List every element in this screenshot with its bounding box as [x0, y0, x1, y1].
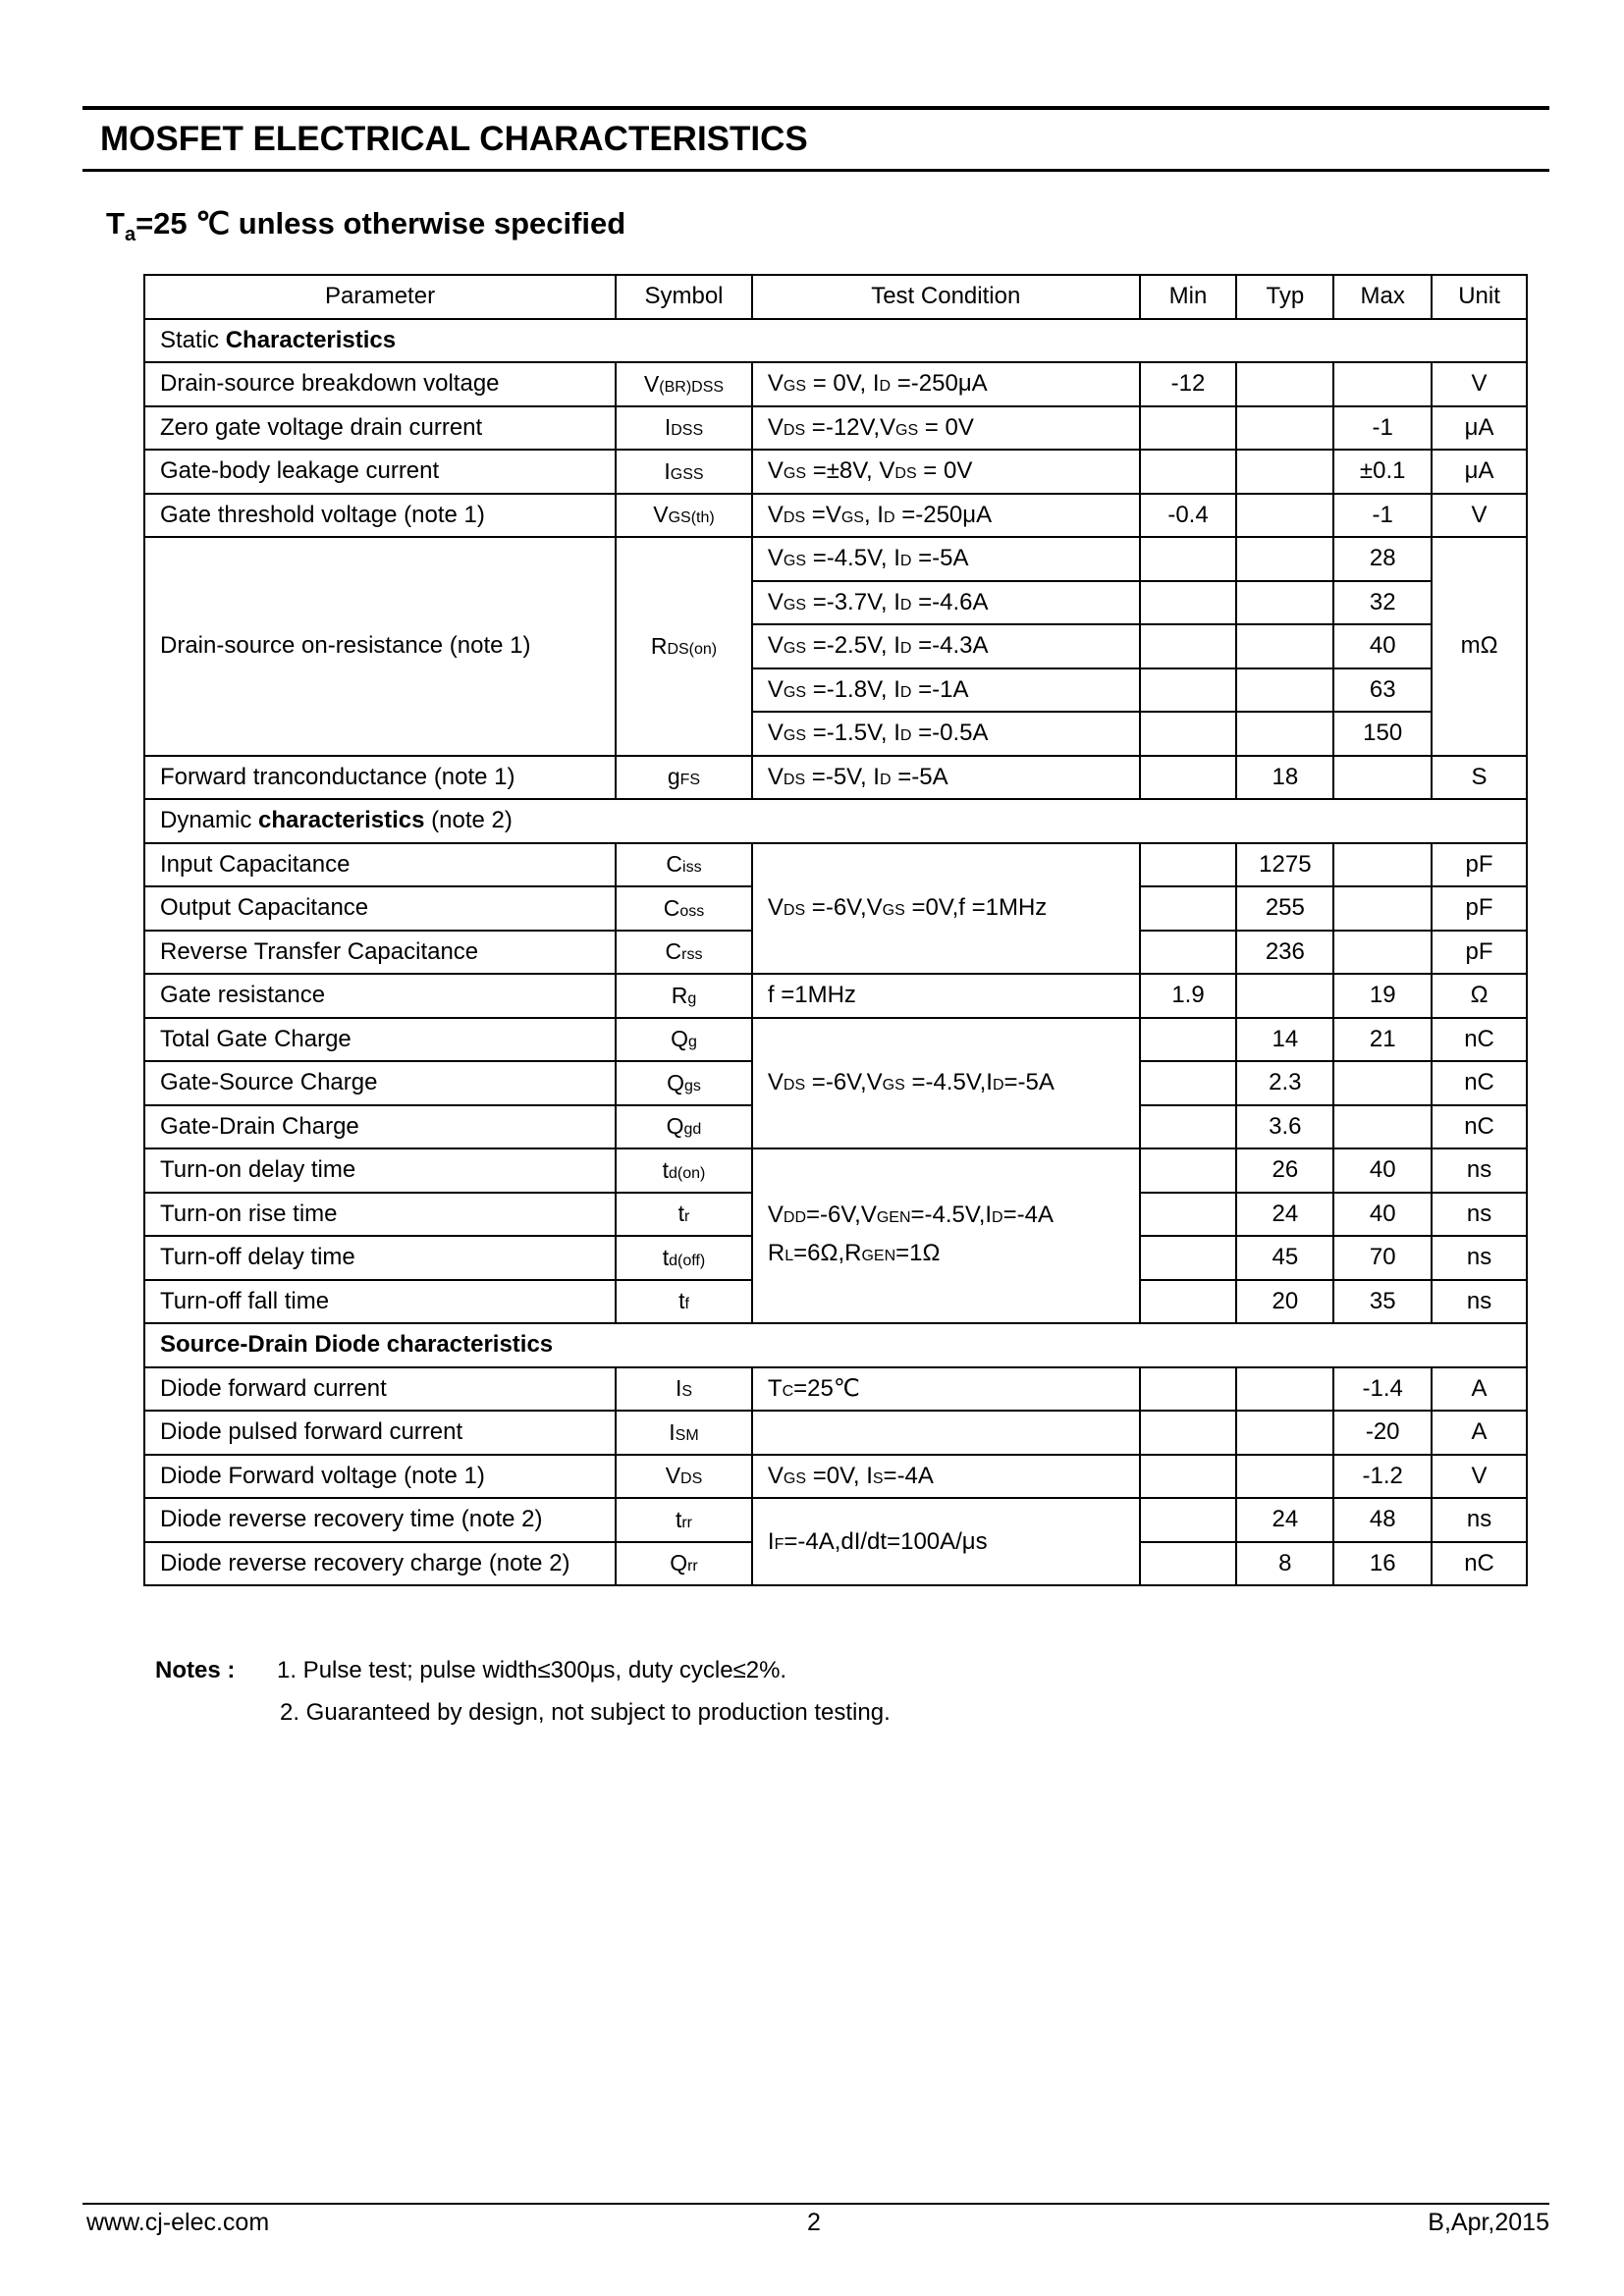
header-typ: Typ — [1236, 275, 1333, 319]
parameter-cell: Gate-Drain Charge — [144, 1105, 616, 1149]
test-condition-cell: TC=25℃ — [752, 1367, 1140, 1412]
min-cell — [1140, 886, 1237, 931]
table-row — [144, 843, 1527, 887]
unit-cell: V — [1432, 362, 1527, 406]
subscript: DS — [783, 771, 806, 788]
symbol-subscript: GS(th) — [668, 509, 715, 527]
symbol-cell: IGSS — [616, 450, 752, 494]
test-condition-cell: VDS =-6V,VGS =-4.5V,ID=-5A — [752, 1018, 1140, 1149]
table-row — [144, 494, 1527, 538]
unit-cell: nC — [1432, 1018, 1527, 1062]
test-condition-cell: VGS =±8V, VDS = 0V — [752, 450, 1140, 494]
typ-cell — [1236, 537, 1333, 581]
typ-cell — [1236, 450, 1333, 494]
test-condition-heading: $T_a=25$ ℃ unless otherwise specified — [106, 206, 626, 246]
parameter-cell: Turn-on delay time — [144, 1148, 616, 1193]
min-cell — [1140, 1498, 1237, 1542]
max-cell — [1333, 931, 1432, 975]
subscript: GS — [783, 683, 807, 701]
typ-cell — [1236, 1367, 1333, 1412]
parameter-cell: Drain-source breakdown voltage — [144, 362, 616, 406]
max-cell: 40 — [1333, 624, 1432, 668]
section-row — [144, 1323, 1527, 1367]
table-row — [144, 537, 1527, 581]
symbol-subscript: GSS — [670, 465, 704, 483]
min-cell: -12 — [1140, 362, 1237, 406]
section-row — [144, 319, 1527, 363]
max-cell: 40 — [1333, 1193, 1432, 1237]
test-condition-cell: VDS =VGS, ID =-250μA — [752, 494, 1140, 538]
subscript: GEN — [876, 1209, 911, 1226]
unit-cell: Ω — [1432, 974, 1527, 1018]
unit-cell: S — [1432, 756, 1527, 800]
typ-cell: 3.6 — [1236, 1105, 1333, 1149]
min-cell — [1140, 450, 1237, 494]
subscript: GS — [783, 1469, 807, 1487]
section-static: Static Characteristics — [144, 319, 1527, 363]
symbol-subscript: rr — [681, 1514, 692, 1531]
typ-cell — [1236, 406, 1333, 451]
table-row — [144, 450, 1527, 494]
test-condition-cell: VDS =-5V, ID =-5A — [752, 756, 1140, 800]
max-cell — [1333, 1061, 1432, 1105]
max-cell — [1333, 756, 1432, 800]
min-cell — [1140, 843, 1237, 887]
min-cell — [1140, 668, 1237, 713]
symbol-subscript: DS — [680, 1470, 703, 1488]
table-row — [144, 1367, 1527, 1412]
subscript: GS — [783, 640, 807, 658]
symbol-cell: trr — [616, 1498, 752, 1542]
subscript: GS — [783, 727, 807, 745]
min-cell — [1140, 1236, 1237, 1280]
subscript: D — [899, 596, 912, 614]
max-cell — [1333, 886, 1432, 931]
title-underline — [82, 169, 1549, 172]
footer-revision: B,Apr,2015 — [1428, 2209, 1549, 2236]
unit-cell: μA — [1432, 406, 1527, 451]
parameter-cell: Input Capacitance — [144, 843, 616, 887]
table-row — [144, 1411, 1527, 1455]
subscript: GS — [783, 378, 807, 396]
table-row — [144, 1455, 1527, 1499]
typ-cell: 1275 — [1236, 843, 1333, 887]
max-cell: 48 — [1333, 1498, 1432, 1542]
symbol-subscript: rss — [681, 946, 703, 964]
symbol-subscript: g — [687, 1034, 697, 1051]
test-condition-cell: VDS =-12V,VGS = 0V — [752, 406, 1140, 451]
subscript: D — [992, 1077, 1004, 1095]
unit-cell: V — [1432, 1455, 1527, 1499]
parameter-cell: Turn-off fall time — [144, 1280, 616, 1324]
typ-cell: 24 — [1236, 1193, 1333, 1237]
max-cell: 70 — [1333, 1236, 1432, 1280]
typ-cell: 14 — [1236, 1018, 1333, 1062]
subscript: DS — [894, 465, 917, 483]
symbol-cell: td(off) — [616, 1236, 752, 1280]
parameter-cell: Total Gate Charge — [144, 1018, 616, 1062]
max-cell: 40 — [1333, 1148, 1432, 1193]
typ-cell — [1236, 624, 1333, 668]
typ-cell: 45 — [1236, 1236, 1333, 1280]
parameter-cell: Diode Forward voltage (note 1) — [144, 1455, 616, 1499]
symbol-cell: tf — [616, 1280, 752, 1324]
symbol-subscript: d(on) — [669, 1164, 706, 1182]
max-cell: 16 — [1333, 1542, 1432, 1586]
header-max: Max — [1333, 275, 1432, 319]
symbol-subscript: SM — [675, 1426, 699, 1444]
max-cell: 150 — [1333, 712, 1432, 756]
unit-cell: V — [1432, 494, 1527, 538]
subscript: F — [774, 1535, 785, 1553]
typ-cell — [1236, 581, 1333, 625]
symbol-subscript: S — [681, 1383, 693, 1401]
unit-cell: ns — [1432, 1280, 1527, 1324]
symbol-subscript: (BR)DSS — [659, 378, 725, 396]
unit-cell: pF — [1432, 843, 1527, 887]
test-condition-cell: VGS =-1.8V, ID =-1A — [752, 668, 1140, 713]
symbol-subscript: gd — [683, 1121, 702, 1139]
symbol-cell: Qgs — [616, 1061, 752, 1105]
typ-cell — [1236, 1411, 1333, 1455]
min-cell — [1140, 1105, 1237, 1149]
footer-rule — [82, 2203, 1549, 2205]
min-cell — [1140, 1367, 1237, 1412]
table-row — [144, 1018, 1527, 1062]
min-cell — [1140, 581, 1237, 625]
section-diode: Source-Drain Diode characteristics — [144, 1323, 1527, 1367]
max-cell: -1.4 — [1333, 1367, 1432, 1412]
test-condition-cell: VDS =-6V,VGS =0V,f =1MHz — [752, 843, 1140, 975]
subscript: GS — [783, 465, 807, 483]
table-row — [144, 362, 1527, 406]
subscript: D — [883, 508, 895, 526]
typ-cell — [1236, 974, 1333, 1018]
min-cell — [1140, 1280, 1237, 1324]
table-row — [144, 406, 1527, 451]
subscript: D — [899, 640, 912, 658]
table-row — [144, 1498, 1527, 1542]
unit-cell: A — [1432, 1411, 1527, 1455]
subscript: DS — [783, 1077, 806, 1095]
symbol-cell: V(BR)DSS — [616, 362, 752, 406]
symbol-cell: Crss — [616, 931, 752, 975]
max-cell: -1.2 — [1333, 1455, 1432, 1499]
subscript: GEN — [861, 1248, 896, 1264]
parameter-cell: Turn-on rise time — [144, 1193, 616, 1237]
typ-cell — [1236, 712, 1333, 756]
parameter-cell: Forward tranconductance (note 1) — [144, 756, 616, 800]
min-cell — [1140, 1411, 1237, 1455]
symbol-cell: Qrr — [616, 1542, 752, 1586]
symbol-subscript: rr — [687, 1558, 698, 1575]
symbol-cell: Qg — [616, 1018, 752, 1062]
test-condition-cell: VGS = 0V, ID =-250μA — [752, 362, 1140, 406]
test-condition-cell: VGS =-4.5V, ID =-5A — [752, 537, 1140, 581]
table-row — [144, 1148, 1527, 1193]
symbol-cell: IS — [616, 1367, 752, 1412]
min-cell — [1140, 1542, 1237, 1586]
test-condition-cell — [752, 1411, 1140, 1455]
parameter-cell: Gate threshold voltage (note 1) — [144, 494, 616, 538]
unit-cell: mΩ — [1432, 537, 1527, 756]
symbol-cell: VGS(th) — [616, 494, 752, 538]
min-cell — [1140, 406, 1237, 451]
test-condition-cell: IF=-4A,dI/dt=100A/μs — [752, 1498, 1140, 1585]
symbol-cell: gFS — [616, 756, 752, 800]
symbol-subscript: DSS — [671, 422, 704, 440]
header-symbol: Symbol — [616, 275, 752, 319]
parameter-cell: Drain-source on-resistance (note 1) — [144, 537, 616, 756]
unit-cell: nC — [1432, 1542, 1527, 1586]
subscript: GS — [895, 421, 919, 439]
typ-cell: 18 — [1236, 756, 1333, 800]
symbol-cell: Ciss — [616, 843, 752, 887]
subscript: D — [879, 771, 892, 788]
subscript: GS — [840, 508, 864, 526]
parameter-cell: Gate-Source Charge — [144, 1061, 616, 1105]
typ-cell: 255 — [1236, 886, 1333, 931]
min-cell — [1140, 756, 1237, 800]
unit-cell: nC — [1432, 1061, 1527, 1105]
test-condition-cell: VGS =-3.7V, ID =-4.6A — [752, 581, 1140, 625]
parameter-cell: Diode pulsed forward current — [144, 1411, 616, 1455]
electrical-characteristics-table — [143, 274, 1528, 1586]
symbol-cell: tr — [616, 1193, 752, 1237]
symbol-subscript: FS — [679, 772, 701, 789]
typ-cell: 24 — [1236, 1498, 1333, 1542]
footer-page-number: 2 — [807, 2209, 821, 2236]
unit-cell: nC — [1432, 1105, 1527, 1149]
min-cell — [1140, 1148, 1237, 1193]
typ-cell: 2.3 — [1236, 1061, 1333, 1105]
unit-cell: ns — [1432, 1193, 1527, 1237]
parameter-cell: Reverse Transfer Capacitance — [144, 931, 616, 975]
parameter-cell: Output Capacitance — [144, 886, 616, 931]
unit-cell: ns — [1432, 1236, 1527, 1280]
unit-cell: ns — [1432, 1148, 1527, 1193]
min-cell: 1.9 — [1140, 974, 1237, 1018]
min-cell — [1140, 712, 1237, 756]
subscript: D — [899, 553, 912, 570]
max-cell — [1333, 1105, 1432, 1149]
subscript: D — [899, 683, 912, 701]
header-test-condition: Test Condition — [752, 275, 1140, 319]
parameter-cell: Diode reverse recovery charge (note 2) — [144, 1542, 616, 1586]
header-parameter: Parameter — [144, 275, 616, 319]
typ-cell — [1236, 362, 1333, 406]
subscript: DS — [783, 508, 806, 526]
notes-label: Notes : — [155, 1657, 236, 1683]
symbol-cell: IDSS — [616, 406, 752, 451]
symbol-cell: VDS — [616, 1455, 752, 1499]
max-cell: 19 — [1333, 974, 1432, 1018]
test-condition-cell: VGS =-2.5V, ID =-4.3A — [752, 624, 1140, 668]
parameter-cell: Gate resistance — [144, 974, 616, 1018]
note-2: 2. Guaranteed by design, not subject to production testing. — [280, 1699, 891, 1726]
footer-website: www.cj-elec.com — [86, 2209, 270, 2236]
min-cell — [1140, 1455, 1237, 1499]
subscript: D — [992, 1209, 1003, 1226]
page-title: MOSFET ELECTRICAL CHARACTERISTICS — [100, 120, 808, 158]
typ-cell — [1236, 1455, 1333, 1499]
symbol-subscript: r — [684, 1208, 690, 1226]
test-condition-cell: f =1MHz — [752, 974, 1140, 1018]
subscript: GS — [783, 553, 807, 570]
header-min: Min — [1140, 275, 1237, 319]
typ-cell: 8 — [1236, 1542, 1333, 1586]
max-cell: 35 — [1333, 1280, 1432, 1324]
symbol-subscript: d(off) — [669, 1252, 706, 1269]
unit-cell: μA — [1432, 450, 1527, 494]
symbol-subscript: g — [687, 989, 697, 1007]
top-rule — [82, 106, 1549, 110]
min-cell — [1140, 1061, 1237, 1105]
subscript: D — [879, 378, 892, 396]
symbol-subscript: DS(on) — [667, 640, 718, 658]
symbol-subscript: oss — [679, 902, 705, 920]
parameter-cell: Turn-off delay time — [144, 1236, 616, 1280]
unit-cell: A — [1432, 1367, 1527, 1412]
table-header-row — [144, 275, 1527, 319]
typ-cell: 20 — [1236, 1280, 1333, 1324]
subscript: DS — [783, 421, 806, 439]
max-cell: 63 — [1333, 668, 1432, 713]
parameter-cell: Diode reverse recovery time (note 2) — [144, 1498, 616, 1542]
min-cell — [1140, 624, 1237, 668]
subscript: GS — [783, 596, 807, 614]
note-1: 1. Pulse test; pulse width≤300μs, duty cycle≤2%. — [277, 1657, 787, 1683]
table-row — [144, 974, 1527, 1018]
max-cell: 32 — [1333, 581, 1432, 625]
parameter-cell: Gate-body leakage current — [144, 450, 616, 494]
symbol-cell: Coss — [616, 886, 752, 931]
symbol-cell: RDS(on) — [616, 537, 752, 756]
symbol-cell: Qgd — [616, 1105, 752, 1149]
subscript: L — [785, 1248, 794, 1264]
typ-cell — [1236, 668, 1333, 713]
min-cell: -0.4 — [1140, 494, 1237, 538]
min-cell — [1140, 1018, 1237, 1062]
min-cell — [1140, 931, 1237, 975]
subscript: DD — [783, 1209, 807, 1226]
min-cell — [1140, 1193, 1237, 1237]
subscript: GS — [882, 1077, 905, 1095]
unit-cell: ns — [1432, 1498, 1527, 1542]
test-condition-cell: VGS =-1.5V, ID =-0.5A — [752, 712, 1140, 756]
typ-cell: 26 — [1236, 1148, 1333, 1193]
max-cell: -1 — [1333, 406, 1432, 451]
typ-cell — [1236, 494, 1333, 538]
typ-cell: 236 — [1236, 931, 1333, 975]
section-row — [144, 799, 1527, 843]
subscript: S — [872, 1469, 884, 1487]
symbol-subscript: gs — [683, 1077, 701, 1095]
header-unit: Unit — [1432, 275, 1527, 319]
symbol-subscript: f — [684, 1296, 689, 1313]
max-cell: -1 — [1333, 494, 1432, 538]
max-cell — [1333, 843, 1432, 887]
symbol-cell: ISM — [616, 1411, 752, 1455]
max-cell — [1333, 362, 1432, 406]
symbol-cell: td(on) — [616, 1148, 752, 1193]
subscript: C — [782, 1383, 794, 1401]
section-dynamic: Dynamic characteristics (note 2) — [144, 799, 1527, 843]
unit-cell: pF — [1432, 886, 1527, 931]
parameter-cell: Zero gate voltage drain current — [144, 406, 616, 451]
subscript: D — [899, 727, 912, 745]
min-cell — [1140, 537, 1237, 581]
unit-cell: pF — [1432, 931, 1527, 975]
test-condition-cell: VGS =0V, IS=-4A — [752, 1455, 1140, 1499]
symbol-subscript: iss — [682, 859, 702, 877]
symbol-cell: Rg — [616, 974, 752, 1018]
max-cell: ±0.1 — [1333, 450, 1432, 494]
max-cell: -20 — [1333, 1411, 1432, 1455]
table-row — [144, 756, 1527, 800]
max-cell: 21 — [1333, 1018, 1432, 1062]
max-cell: 28 — [1333, 537, 1432, 581]
test-condition-cell: VDD=-6V,VGEN=-4.5V,ID=-4A RL=6Ω,RGEN=1Ω — [752, 1148, 1140, 1323]
parameter-cell: Diode forward current — [144, 1367, 616, 1412]
subscript: GS — [882, 902, 905, 920]
subscript: DS — [783, 902, 806, 920]
